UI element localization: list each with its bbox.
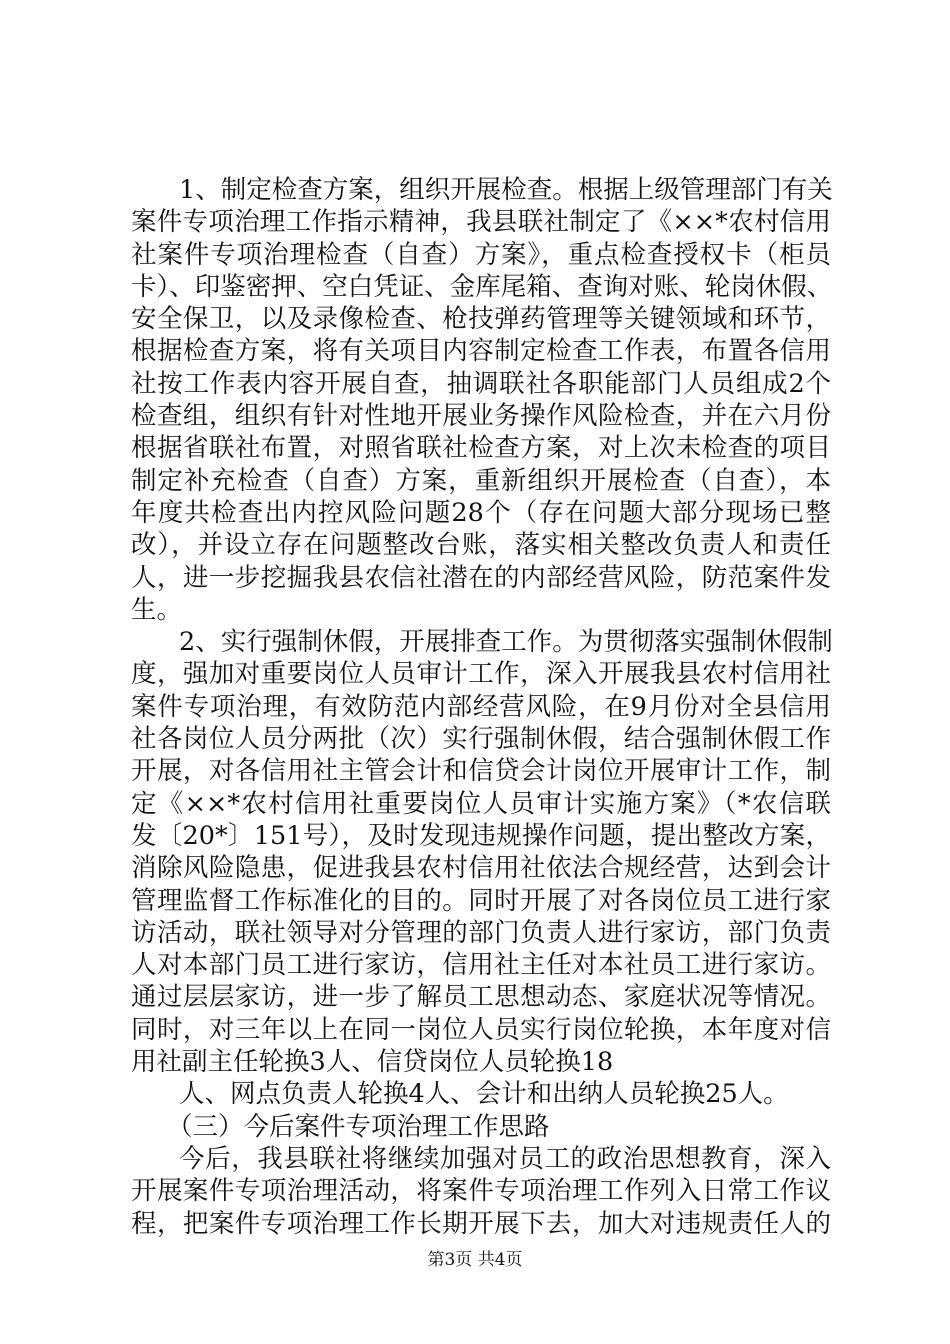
text-line: 通过层层家访，进一步了解员工思想动态、家庭状况等情况。 xyxy=(131,982,831,1013)
text-line: 1、制定检查方案，组织开展检查。根据上级管理部门有关 xyxy=(179,175,833,205)
text-line: 开展案件专项治理活动，将案件专项治理工作列入日常工作议 xyxy=(131,1176,831,1207)
text-line: 检查组，组织有针对性地开展业务操作风险检查，并在六月份 xyxy=(131,401,831,432)
text-line: 根据检查方案，将有关项目内容制定检查工作表，布置各信用 xyxy=(131,336,831,367)
text-line: 社案件专项治理检查（自查）方案》，重点检查授权卡（柜员 xyxy=(131,239,831,270)
text-line: 人，进一步挖掘我县农信社潜在的内部经营风险，防范案件发 xyxy=(131,562,831,593)
text-line: 卡）、印鉴密押、空白凭证、金库尾箱、查询对账、轮岗休假、 xyxy=(131,271,833,302)
text-line: 生。 xyxy=(131,594,183,625)
text-line: 发〔20*〕151号），及时发现违规操作问题，提出整改方案， xyxy=(131,820,831,851)
text-line: 社按工作表内容开展自查，抽调联社各职能部门人员组成2个 xyxy=(131,368,831,399)
page-footer: 第3页 共4页 xyxy=(427,1250,523,1270)
document-body xyxy=(131,174,831,1240)
text-line: 案件专项治理工作指示精神，我县联社制定了《××*农村信用 xyxy=(131,207,831,238)
text-line: 定《××*农村信用社重要岗位人员审计实施方案》（*农信联 xyxy=(131,788,831,819)
text-line: 安全保卫，以及录像检查、枪技弹药管理等关键领域和环节， xyxy=(131,304,831,335)
text-line: 用社副主任轮换3人、信贷岗位人员轮换18 xyxy=(131,1047,614,1078)
text-line: 社各岗位人员分两批（次）实行强制休假，结合强制休假工作 xyxy=(131,724,831,755)
text-line: 管理监督工作标准化的目的。同时开展了对各岗位员工进行家 xyxy=(131,885,831,916)
text-line: （三）今后案件专项治理工作思路 xyxy=(167,1111,550,1142)
text-line: 程，把案件专项治理工作长期开展下去，加大对违规责任人的 xyxy=(131,1208,831,1239)
text-line: 同时，对三年以上在同一岗位人员实行岗位轮换，本年度对信 xyxy=(131,1014,831,1045)
text-line: 根据省联社布置，对照省联社检查方案，对上次未检查的项目 xyxy=(131,433,831,464)
text-line: 改），并设立存在问题整改台账，落实相关整改负责人和责任 xyxy=(131,530,831,561)
text-line: 制定补充检查（自查）方案，重新组织开展检查（自查），本 xyxy=(131,465,831,496)
text-line: 2、实行强制休假，开展排查工作。为贯彻落实强制休假制 xyxy=(179,627,833,658)
text-line: 消除风险隐患，促进我县农村信用社依法合规经营，达到会计 xyxy=(131,853,831,884)
text-line: 访活动，联社领导对分管理的部门负责人进行家访，部门负责 xyxy=(131,917,831,948)
text-line: 开展，对各信用社主管会计和信贷会计岗位开展审计工作，制 xyxy=(131,756,831,787)
text-line: 人对本部门员工进行家访，信用社主任对本社员工进行家访。 xyxy=(131,950,831,981)
text-line: 人、网点负责人轮换4人、会计和出纳人员轮换25人。 xyxy=(179,1079,789,1110)
text-line: 年度共检查出内控风险问题28个（存在问题大部分现场已整 xyxy=(131,497,831,528)
text-line: 度，强加对重要岗位人员审计工作，深入开展我县农村信用社 xyxy=(131,659,831,690)
text-line: 案件专项治理，有效防范内部经营风险，在9月份对全县信用 xyxy=(131,691,831,722)
text-line: 今后，我县联社将继续加强对员工的政治思想教育，深入 xyxy=(179,1143,831,1174)
